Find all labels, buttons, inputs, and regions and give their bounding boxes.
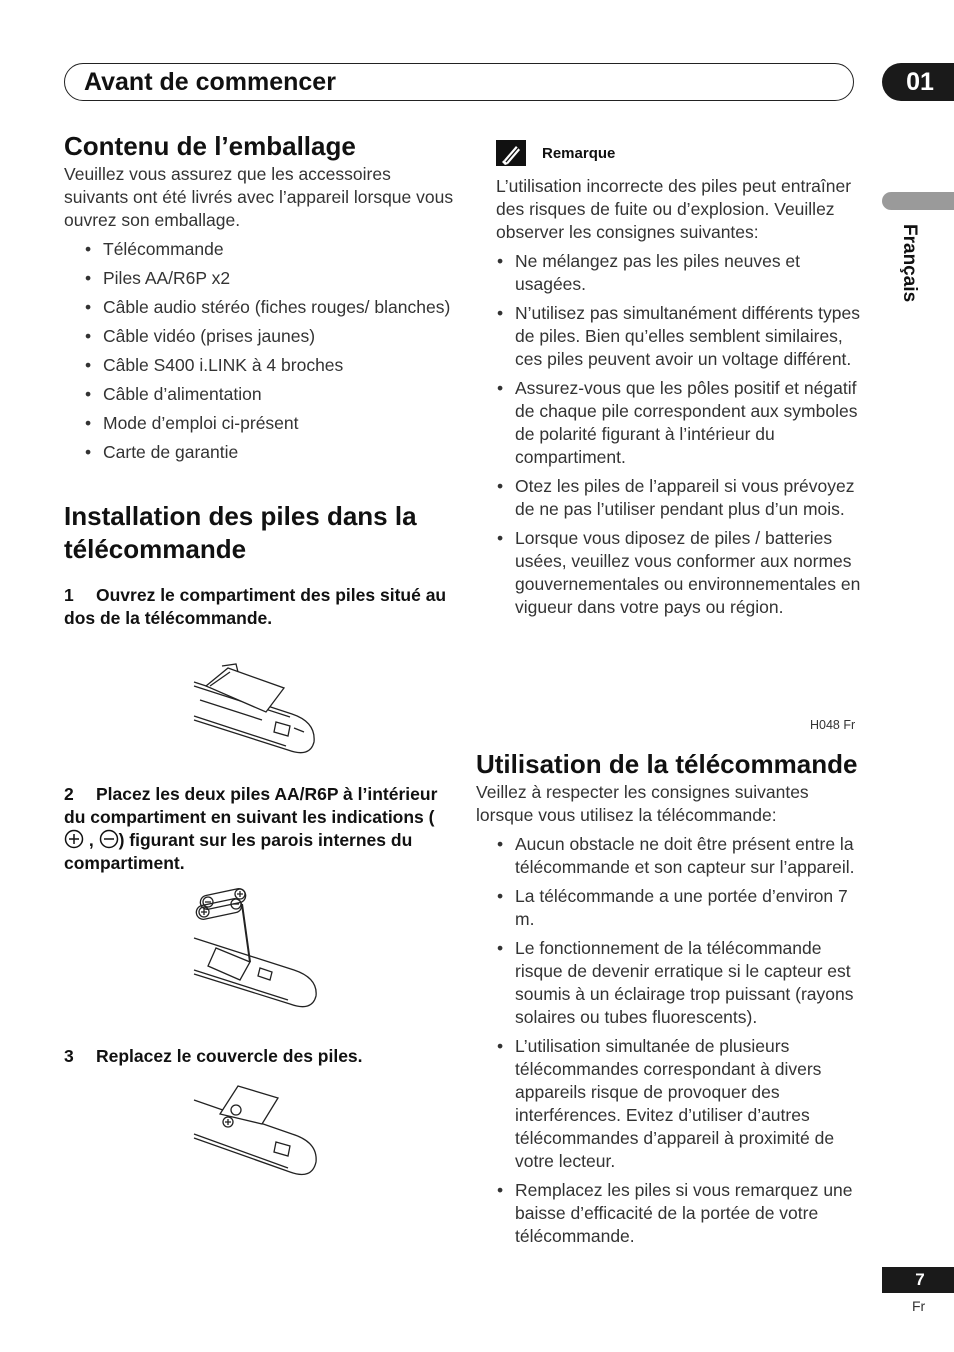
step-3-block bbox=[64, 1045, 454, 1068]
contents-list bbox=[64, 238, 454, 464]
minus-polarity-icon bbox=[99, 829, 119, 849]
list-item: • Câble vidéo (prises jaunes) bbox=[64, 325, 454, 348]
list-item: • Télécommande bbox=[64, 238, 454, 261]
note-intro: L’utilisation incorrecte des piles peut entraîner des risques de fuite ou d’explosion. Veuillez observer les consignes suivantes: bbox=[496, 176, 852, 242]
language-label: Français bbox=[899, 224, 920, 303]
step-1 bbox=[64, 584, 454, 630]
list-item: • La télécommande a une portée d’environ 7 m. bbox=[476, 885, 861, 931]
note-pencil-icon bbox=[496, 140, 526, 166]
list-item: • Lorsque vous diposez de piles / batteries usées, veuillez vous conformer aux normes gouvernementales ou environnementales en vigueur dans votre pays ou région. bbox=[476, 527, 861, 619]
step-text-sep: , bbox=[84, 830, 99, 850]
list-item: • Carte de garantie bbox=[64, 441, 454, 464]
remote-open-cover-illustration bbox=[192, 662, 318, 758]
section-title-batteries: Installation des piles dans la télécommande bbox=[64, 501, 417, 564]
list-item: • Câble S400 i.LINK à 4 broches bbox=[64, 354, 454, 377]
language-tab-marker bbox=[882, 192, 954, 210]
step-3 bbox=[64, 1045, 454, 1068]
remote-close-cover-illustration bbox=[192, 1084, 320, 1182]
list-item: • Ne mélangez pas les piles neuves et usagées. bbox=[476, 250, 861, 296]
list-item: • Aucun obstacle ne doit être présent entre la télécommande et son capteur sur l’appareil. bbox=[476, 833, 861, 879]
step-text-a: Placez les deux piles AA/R6P à l’intérieur du compartiment en suivant les indications ( bbox=[64, 784, 438, 827]
page-title: Avant de commencer bbox=[84, 68, 336, 96]
note-label: Remarque bbox=[542, 145, 616, 162]
step-number: 3 bbox=[64, 1046, 74, 1066]
step-text: Replacez le couvercle des piles. bbox=[96, 1046, 363, 1066]
step-2 bbox=[64, 783, 454, 875]
battery-insertion-illustration bbox=[190, 888, 320, 1016]
step-2-block bbox=[64, 783, 454, 875]
list-item: • Otez les piles de l’appareil si vous prévoyez de ne pas l’utiliser pendant plus d’un mois. bbox=[476, 475, 861, 521]
remote-use-intro: Veillez à respecter les consignes suivantes lorsque vous utilisez la télécommande: bbox=[476, 782, 809, 825]
note-code: H048 Fr bbox=[810, 718, 856, 732]
list-item: • N’utilisez pas simultanément différents types de piles. Bien qu’elles semblent similaires, ces piles peuvent avoir un voltage différent. bbox=[476, 302, 861, 371]
list-item: • Câble audio stéréo (fiches rouges/ blanches) bbox=[64, 296, 454, 319]
plus-polarity-icon bbox=[64, 829, 84, 849]
left-column bbox=[64, 130, 454, 630]
page-number: 7 bbox=[882, 1267, 954, 1293]
section-title-contents: Contenu de l’emballage bbox=[64, 131, 356, 161]
page-language-code: Fr bbox=[912, 1298, 926, 1314]
list-item: • Le fonctionnement de la télécommande risque de devenir erratique si le capteur est soumis à un éclairage trop puissant (rayons solaires ou tubes fluorescents). bbox=[476, 937, 861, 1029]
note-body bbox=[496, 175, 861, 619]
list-item: • L’utilisation simultanée de plusieurs télécommandes correspondant à divers appareils risque de provoquer des interférences. Evitez d’utiliser d’autres télécommandes d’appareil à proximité de votre lecteur. bbox=[476, 1035, 861, 1173]
list-item: • Mode d’emploi ci-présent bbox=[64, 412, 454, 435]
step-text: Ouvrez le compartiment des piles situé au dos de la télécommande. bbox=[64, 585, 447, 628]
list-item: • Piles AA/R6P x2 bbox=[64, 267, 454, 290]
list-item: • Remplacez les piles si vous remarquez une baisse d’efficacité de la portée de votre télécommande. bbox=[476, 1179, 861, 1248]
chapter-number: 01 bbox=[882, 63, 954, 101]
step-number: 1 bbox=[64, 585, 74, 605]
contents-intro: Veuillez vous assurez que les accessoires suivants ont été livrés avec l’appareil lorsque vous ouvrez son emballage. bbox=[64, 164, 454, 230]
step-number: 2 bbox=[64, 784, 74, 804]
note-list bbox=[476, 250, 861, 619]
remote-use-section bbox=[476, 748, 861, 1248]
step-text-b: ) figurant sur les parois internes du compartiment. bbox=[64, 830, 413, 873]
list-item: • Assurez-vous que les pôles positif et négatif de chaque pile correspondent aux symboles de polarité figurant à l’intérieur du compartiment. bbox=[476, 377, 861, 469]
section-title-remote-use: Utilisation de la télécommande bbox=[476, 749, 858, 779]
list-item: • Câble d’alimentation bbox=[64, 383, 454, 406]
remote-use-list bbox=[476, 833, 861, 1248]
